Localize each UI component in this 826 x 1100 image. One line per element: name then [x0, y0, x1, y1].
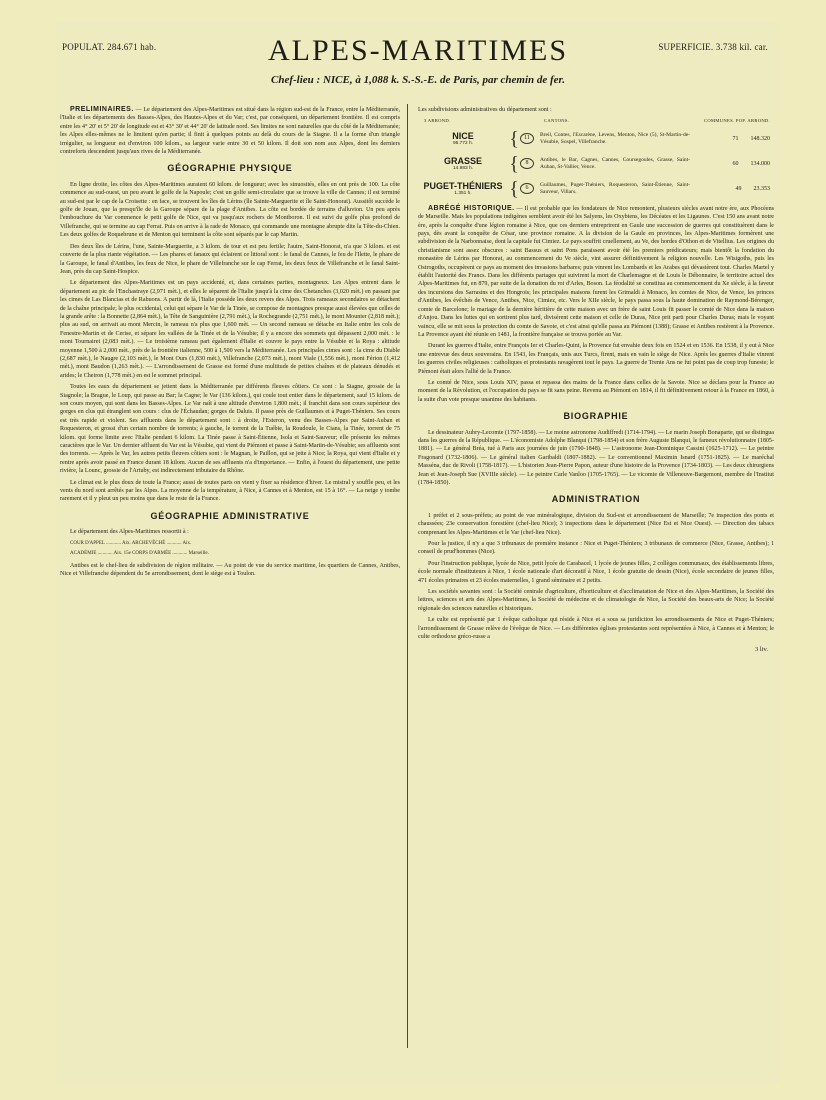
canton-list: Breil, Contes, l'Escarène, Levens, Menton, Nice (5), St-Martin-de-Vésubie, Sospel, Villefranche.	[540, 132, 690, 145]
arrondissement-name-cell	[418, 131, 508, 147]
arrondissement-numbers	[690, 160, 774, 168]
administration-paragraph-2: Pour la justice, il n'y a que 3 tribunaux de première instance : Nice et Puget-Théniers; 3 tribunaux de commerce (Nice, Grasse, Antibes); 1 conseil de prud'hommes (Nice).	[418, 541, 774, 556]
abrege-heading: ABRÉGÉ HISTORIQUE.	[428, 204, 515, 212]
subdivisions-intro: Les subdivisions administratives du département sont :	[418, 107, 552, 113]
brace-icon: {	[509, 127, 519, 150]
jurisdiction-text-2: ACADÉMIE ............ Aix. 15e CORPS D'ARMÉE ............ Marseille.	[70, 551, 209, 557]
column-divider	[407, 104, 408, 1048]
geo-physique-paragraph-5: Le climat est le plus doux de toute la France; aussi de toutes parts on vient y fixer sa résidence d'hiver. Le mistral y souffle peu, et les vents du nord sont arrêtés par les Alpes. La moyenne de la température, à Nice, à Cannes et à Menton, est 15 à 16°. — La neige y tombe rarement et il y pleut un peu moins que dans le reste de la France.	[60, 479, 400, 503]
left-column	[60, 106, 400, 1078]
canton-count: 6	[520, 183, 534, 194]
arrondissement-name-cell	[418, 156, 508, 172]
administration-paragraph-1: 1 préfet et 2 sous-préfets; au point de vue minéralogique, division du Sud-est et arrondissement de Marseille; 7e inspection des ponts et chaussées; 23e conservation forestière (chef-lieu Nice); 3 inspections dans le département (Nice Est et Nice Ouest). — Direction des tabacs comprenant les Alpes-Maritimes et le Var (chef-lieu Nice).	[418, 512, 774, 536]
geo-physique-paragraph-1: En ligne droite, les côtes des Alpes-Maritimes auraient 60 kilom. de longueur; avec les sinuosités, elles en ont près de 100. La côte commence au sud-ouest, un peu avant le golfe de la Napoule; c'est un golfe semi-circulaire que se trouve la ville de Cannes; il est terminé au sud-est par le cap de la Croisette : en face, se trouvent les îles de Lérins (île Sainte-Marguerite et île Saint-Honorat). Aussitôt succède le golfe de Jouan, que la presqu'île de la Garoupe sépare de la plage d'Antibes. La côte est bordée de terrains d'alluvion. Un peu après l'embouchure du Var commence le petit golfe de Nice, qui va jusqu'aux rochers de Montboron. Il est suivi du golfe plus profond de Villefranche, qui se termine au cap Ferrat. Puis on arrive à la rade de Monaco, qui commande une montagne abrupte dite la Tête-du-Chien. Les deux golfes de Roquebrune et de Menton qui terminent la côte sont séparés par le cap Martin.	[60, 181, 400, 239]
administration-paragraph-3: Pour l'instruction publique, lycée de Nice, petit lycée de Carabacel, 1 lycée de jeunes filles, 2 collèges communaux, des établissements libres, école normale d'instituteurs à Nice, 1 école nationale d'art décoratif à Nice, 1 école gratuite de dessin (Nice), école secondaire de jeunes filles, 471 écoles primaires et 23 écoles maternelles, 1 grand séminaire et 2 petits.	[418, 560, 774, 584]
administration-paragraph-5: Le culte est représenté par 1 évêque catholique qui réside à Nice et a sous sa juridiction les arrondissements de Nice et Puget-Théniers; l'arrondissement de Grasse relève de l'évêque de Nice. — Les différentes églises protestantes sont représentées à Nice, à Cannes et à Menton; le culte orthodoxe gréco-russe a	[418, 617, 774, 641]
arrondissements-table	[418, 117, 774, 198]
arrondissement-population: 23.353	[753, 185, 770, 192]
arrondissement-name: PUGET-THÉNIERS	[423, 180, 503, 191]
table-header-cantons: CANTONS.	[544, 118, 570, 124]
brace-icon: {	[509, 177, 519, 200]
abrege-paragraph-2: Durant les guerres d'Italie, entre François Ier et Charles-Quint, la Provence fut envahie deux fois en 1524 et en 1536. En 1538, il y eut à Nice une entrevue des deux souverains. En 1543, les Français, unis aux Turcs, firent, mais en vain le siège de Nice. Après les guerres d'Italie vinrent les guerres civiles religieuses : catholiques et protestants ravagèrent tout le pays. La guerre de Trente Ans ne fut point pas de coup trop funeste; le Piémont était alors l'allié de la France.	[418, 343, 774, 375]
geo-physique-paragraph-3: Le département des Alpes-Maritimes est un pays accidenté, et, dans certaines parties, montagneux. Les Alpes entrent dans le département au pic de l'Enchastraye (2,971 mèt.), et elles le séparent de l'Italie jusqu'à la cime des Chetanches (3,020 mèt.) en passant par les cimes de Las Blancias et de Rabuons. A partir de là, l'Italie possède les deux revers des Alpes. Trois rameaux secondaires se détachent de la chaîne principale; le plus occidental, celui qui sépare le Var de la Tinée, se compose de montagnes presque aussi élevées que celles de la grande arête : la Bonnette (2,864 mèt.), la Tête de Sanguinière (2,791 mèt.), la Rochegrande (2,751 mèt.), le mont Mounier (2,818 mèt.); plus au sud, on arrivait au mont Mercin, le rameau n'a plus que 1,600 mèt. — Un second rameau se détache en Italie entre les cols de Fenestre-Martin et de Cerise, et sépare les vallées de la Tinée et de la Vésubie; il y a encore des sommets qui dépassent 2,000 mèt. : le mont Tournairet (2,083 mèt.). — Le troisième rameau part également d'Italie et couvre le pays entre la Vésubie et la Roya : altitude moyenne 1,500 à 2,000 mèt., près de la frontière italienne, 500 à 1,500 vers la Méditerranée. Les principales cimes sont : la cime du Diable (2,687 mèt.), le Naugre (2,103 mèt.), le Mont Ours (1,830 mèt.), Villefranche (2,073 mèt.), mont Viale (1,556 mèt.), mont Férion (1,412 mèt.), mont Baudon (1,263 mèt.). — L'arrondissement de Grasse est formé d'une multitude de petites chaînes et de plateaux dénudés et arides; le Cheiron (1,778 mèt.) en est le sommet principal.	[60, 280, 400, 379]
communes-count: 60	[732, 160, 739, 167]
geo-admin-paragraph-1: Le département des Alpes-Maritimes ressortit à :	[70, 529, 189, 536]
header	[56, 26, 780, 96]
abrege-text-1: — Il est probable que les fondateurs de Nice remontent, plusieurs siècles avant notre ère, aux Phocéens de Marseille. Mais les populations indigènes semblent avoir été les Salyens, les Oxybiens, les Décéates et les Ligaunes. C'est 150 ans avant notre ère, après la conquête d'une légion romaine à Nice, que ces derniers entreprirent en Gaule une succession de guerres qui constituèrent dans le pays, dès avant la conquête de César, une province romaine. A la division de la Gaule en provinces, les Alpes-Maritimes formèrent une subdivision de la Narbonnaise, dont la capitale fut Cimiez. Le pays souffrit cruellement, au Ve, des hordes d'Othon et de Vitellius. Les origines du christianisme sont assez obscures : saint Bassus et saint Pons paraissent avoir été les premiers prédicateurs; mais bientôt la fondation du monastère de Lérins par Honorat, au commencement du Ve siècle, vint assurer définitivement la religion nouvelle. Les Wisigoths, puis les Ostrogoths, occupèrent ce pays au moment des invasions barbares; puis vinrent les Lombards et les Arabes qui dévastèrent tout. Charles Martel y établit l'autorité des Francs. Dans les différents partages qui suivirent la mort de Charlemagne et de Louis le Débonnaire, le territoire actuel des Alpes-Maritimes fut, en 879, par suite de la donation du roi d'Arles, Boson. La féodalité se constitua au commencement du Xe siècle, à la faveur des incursions des Sarrasins et des Hongrois; les principales maisons furent les Grimaldi à Monaco, les comtes de Nice, de Vence, les princes d'Antibes, les évêchés de Vence, Antibes, Nice, Cimiez, etc. Vers le XIIe siècle, le pays passa sous la haute domination de Raymond-Bérenger, comte de Barcelone; le mariage de la dernière héritière de cette maison avec un frère de saint Louis fit passer le comté de Nice dans la maison d'Anjou. Dans les luttes qui en sortirent plus tard, divisèrent cette maison et celle de Duras, Nice prit parti pour Charles Duras; mais le voyant vaincu, elle se mit sous la protection du comte de Savoie, et c'est ainsi qu'elle passa au Piémont (1388); Grasse et Antibes restèrent à la Provence. La Provence ayant été réunie en 1481, la frontière française se trouva portée au Var.	[418, 205, 774, 338]
geographie-administrative-heading: GÉOGRAPHIE ADMINISTRATIVE	[150, 510, 310, 521]
arrondissement-numbers	[690, 135, 774, 143]
chef-lieu-line: Chef-lieu : NICE, à 1,088 k. S.-S.-E. de Paris, par chemin de fer.	[271, 74, 565, 86]
biographie-paragraph: Le dessinateur Aubry-Lecomte (1797-1858). — Le moine astronome Audiffredi (1714-1794). — Le marin Joseph Bonaparte, qui se distingua dans les guerres de la République. — L'économiste Adolphe Blanqui (1798-1854) et son frère Auguste Blanqui, le fameux révolutionnaire (1805-1881). — Le général Bréa, tué à Paris aux journées de juin (1790-1848). — L'astronome Jean-Dominique Cassini (1625-1712). — Le peintre Fragonard (1732-1806). — Le général italien Garibaldi (1807-1882). — Le conventionnel Maximin Isnard (1751-1825). — Le maréchal Masséna, duc de Rivoli (1758-1817). — L'historien Jean-Pierre Papon, auteur d'une histoire de la Provence (1734-1803). — Les deux chirurgiens Jean et Jean-Joseph Sue (XVIIIe siècle). — Le peintre Carle Vanloo (1705-1765). — Le vicomte de Villeneuve-Bargemont, membre de l'Institut (1784-1850).	[418, 429, 774, 486]
canton-list: Guillaumes, Puget-Théniers, Roquesteron, Saint-Étienne, Saint-Sauveur, Villars.	[540, 182, 690, 195]
biographie-heading: BIOGRAPHIE	[563, 411, 629, 422]
abrege-paragraph-1	[418, 205, 774, 340]
brace-icon: {	[509, 152, 519, 175]
arrondissement-population: 148.320	[750, 135, 770, 142]
page-signature: 3 liv.	[755, 645, 768, 653]
jurisdiction-text-1: COUR D'APPEL ............ Aix. ARCHEVÊCHÉ ............ Aix.	[70, 540, 192, 546]
page-title: ALPES-MARITIMES	[267, 34, 568, 67]
jurisdiction-row-1	[70, 541, 400, 548]
geo-physique-paragraph-2: Des deux îles de Lérins, l'une, Sainte-Marguerite, a 3 kilom. de tour et est peu fertile; l'autre, Saint-Honorat, n'a que 3 kilom. et est couverte de la plus riante végétation. — Les phares et fanaux qui éclairent ce littoral sont : le fanal de Cannes, le feu de l'Ilette, le phare de la Garoupe, le fanal d'Antibes, les feux de Nice, le phare de Villefranche sur le cap Ferrat, les deux feux de Villefranche et le fanal Saint-Jean, près du cap Saint-Hospice.	[60, 243, 400, 275]
superficie-note: SUPERFICIE. 3.738 kil. car.	[658, 42, 768, 52]
abrege-paragraph-3: Le comté de Nice, sous Louis XIV, passa et repassa des mains de la France dans celles de la Savoie. Nice se déclara pour la France au moment de la Révolution, et l'occupation du pays se fit sans peine. Revenu au Piémont en 1814, il fit définitivement retour à la France en 1860, à la suite d'un vote presque unanime des habitants.	[418, 379, 774, 403]
geo-physique-paragraph-4: Toutes les eaux du département se jettent dans la Méditerranée par différents fleuves côtiers. Ce sont : la Siagne, grossie de la Siagnole; la Brague, le Loup, qui passe au Bar; la Cagne; le Var (136 kilom.), qui coule tout entier dans le département, sauf 15 kilom. de son cours moyen, qui sont dans les Basses-Alpes. Le Var naît à une altitude d'environ 1,800 mèt.; il franchit dans son cours supérieur des gorges en clus qui étranglent son cours : clus de l'Échaudan; gorges de Daluis. Il passe près de Guillaumes et à Puget-Théniers. Ses cours est très rapide et violent. Ses affluents dans le département sont : à droite, l'Esteron, venu des Basses-Alpes par Saint-Auban et Roquesteron, et grossi d'un certain nombre de torrents; à gauche, le torrent de la Tuébie, la Roudoule, le Cians, la Tinée, torrent de 75 kilom. qui forme limite avec l'Italie pendant 6 kilom. La Tinée passe à Saint-Étienne, Isola et Saint-Sauveur; elle présente les mêmes caractères que le Var. Un dernier affluent du Var est la Vésubie, qui vient du Piémont et passe à Saint-Martin-de-Vésubie; ses affluents sont des torrents. — Après le Var, les autres petits fleuves côtiers sont : le Magnan, le Paillon, qui se jette à Nice; la Roya, qui vient d'Italie et y rentre après avoir passé en France durant 18 kilom. Aucun de ses affluents n'a d'importance. — Enfin, à l'ouest du département, une petite rivière, la Lounc, grossie de l'Artuby, est indirectement tributaire du Rhône.	[60, 384, 400, 475]
arrondissement-pop: 95.772 h.	[452, 140, 473, 146]
canton-list: Antibes, le Bar, Cagnes, Cannes, Coursegoules, Grasse, Saint-Auban, St-Vallier, Vence.	[540, 157, 690, 170]
canton-count: 11	[520, 133, 534, 144]
arrondissement-numbers	[690, 185, 774, 193]
table-header-communes: COMMUNES. POP. ARROND.	[704, 118, 770, 124]
geo-admin-paragraph-2: Antibes est le chef-lieu de subdivision de région militaire. — Au point de vue du service maritime, les quartiers de Cannes, Antibes, Nice et Villefranche dépendent du 5e arrondissement, dont le siège est à Toulon.	[60, 562, 400, 578]
preliminaires-heading: PRÉLIMINAIRES.	[70, 106, 134, 113]
table-row	[418, 154, 774, 174]
geographie-physique-heading: GÉOGRAPHIE PHYSIQUE	[167, 163, 293, 174]
administration-heading: ADMINISTRATION	[551, 494, 641, 505]
table-header-arrond: 3 ARROND.	[424, 118, 451, 124]
communes-count: 71	[732, 135, 739, 142]
canton-count: 8	[520, 158, 534, 169]
arrondissement-pop: 1.351 h.	[454, 190, 472, 196]
jurisdiction-row-2	[70, 551, 400, 558]
table-row	[418, 129, 774, 149]
preliminaires-text: — Le département des Alpes-Maritimes est situé dans la région sud-est de la France, entre la Méditerranée, l'Italie et les départements des Basses-Alpes, des Hautes-Alpes et du Var; c'est, par conséquent, un département frontière. Il est compris entre les 4° 20' et 5° 20' de longitude est et 43° 30' et 44° 20' de latitude nord. Ses limites ne sont naturelles que du côté de la Méditerranée; les Alpes elles-mêmes ne le limitent qu'en partie; il finit à quelques points au delà du cours de la Siagne. Il a la forme d'un triangle irrégulier, sa longueur est d'environ 100 kilom., sa largeur varie entre 30 et 50 kilom. Il doit son nom aux Alpes, dont les derniers contreforts descendent jusqu'aux rives de la Méditerranée.	[60, 107, 400, 156]
administration-paragraph-4: Les sociétés savantes sont : la Société centrale d'agriculture, d'horticulture et d'acclimatation de Nice et des Alpes-Maritimes, la Société des lettres, sciences et arts des Alpes-Maritimes, la Société de médecine et de climatologie de Nice, la Société des beaux-arts de Nice; la Société régionale des sciences naturelles et historiques.	[418, 589, 774, 612]
arrondissement-population: 134.000	[750, 160, 770, 167]
arrondissement-pop: 14.983 h.	[452, 165, 473, 171]
right-column	[418, 106, 774, 1078]
population-note: POPULAT. 284.671 hab.	[62, 42, 157, 52]
arrondissement-name: NICE	[452, 130, 474, 141]
table-header-row	[418, 117, 774, 125]
arrondissement-name: GRASSE	[443, 155, 482, 166]
communes-count: 49	[735, 185, 742, 192]
preliminaires-paragraph	[60, 106, 400, 156]
arrondissement-name-cell	[418, 181, 508, 197]
table-row	[418, 179, 774, 199]
